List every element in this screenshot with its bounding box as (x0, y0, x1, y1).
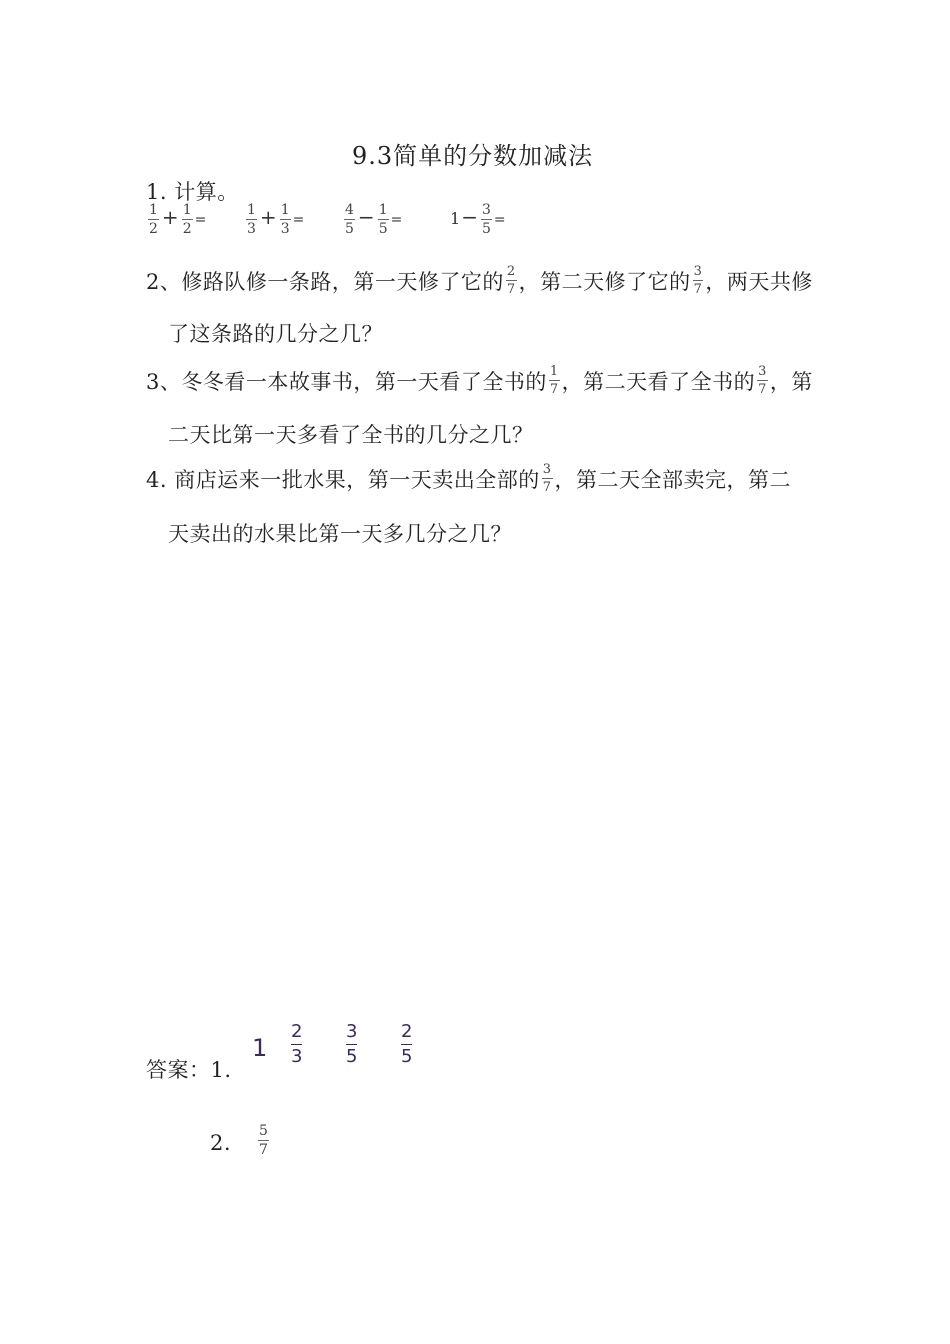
question-4-line-2: 天卖出的水果比第一天多几分之几？ (168, 522, 512, 546)
answer-2-label: 2. (210, 1131, 232, 1155)
fraction: $\frac{3}{5}$ (481, 202, 491, 237)
calc-expression-1 (146, 203, 206, 236)
fraction: $\frac{1}{5}$ (378, 202, 388, 237)
equals-sign: = (390, 212, 403, 228)
question-text: ，两天共修 (705, 270, 813, 294)
fraction: $\frac{2}{7}$ (506, 264, 516, 297)
question-2-line-1 (146, 266, 813, 299)
answer-2 (256, 1124, 271, 1157)
calc-expression-3 (342, 203, 402, 236)
fraction: $\frac{1}{2}$ (182, 202, 192, 237)
fraction: $\frac{4}{5}$ (345, 202, 354, 237)
question-text: ，第二天修了它的 (518, 270, 691, 294)
question-text: 3、冬冬看一本故事书，第一天看了全书的 (146, 370, 547, 394)
fraction: $\frac{1}{7}$ (549, 364, 559, 397)
calc-expression-2 (244, 203, 304, 236)
minus-sign: − (461, 205, 478, 229)
equals-sign: = (292, 212, 305, 228)
equals-sign: = (194, 212, 207, 228)
question-text: ，第 (769, 370, 813, 394)
question-3-line-1 (146, 366, 813, 399)
question-1-label: 1. 计算。 (146, 180, 239, 204)
fraction: $\frac{3}{7}$ (542, 462, 552, 495)
fraction: $\frac{1}{2}$ (149, 202, 158, 237)
fraction: $\frac{1}{3}$ (280, 202, 290, 237)
question-text: ，第二天看了全书的 (561, 370, 756, 394)
page-title: 9.3简单的分数加减法 (352, 142, 594, 170)
question-text: 2、修路队修一条路，第一天修了它的 (146, 270, 504, 294)
answer-1-fraction: 2 5 (401, 1021, 413, 1067)
question-text: ，第二天全部卖完，第二 (554, 468, 791, 492)
plus-sign: + (259, 205, 277, 229)
whole-number: 1 (450, 209, 461, 228)
minus-sign: − (357, 205, 375, 229)
equals-sign: = (493, 212, 506, 228)
fraction: $\frac{3}{7}$ (758, 364, 767, 397)
answer-label: 答案：1. (146, 1058, 232, 1082)
answer-1-whole: 1 (252, 1034, 268, 1062)
calc-expression-4 (450, 203, 506, 236)
plus-sign: + (161, 205, 179, 229)
question-text: 4. 商店运来一批水果，第一天卖出全部的 (146, 468, 540, 492)
fraction: $\frac{1}{3}$ (247, 202, 256, 237)
question-4-line-1 (146, 464, 791, 497)
answer-1-fraction: 3 5 (346, 1021, 358, 1067)
question-3-line-2: 二天比第一天多看了全书的几分之几？ (168, 423, 534, 447)
answer-1-fraction: 2 3 (291, 1021, 303, 1067)
question-2-line-2: 了这条路的几分之几？ (168, 322, 383, 346)
fraction: $\frac{5}{7}$ (259, 1123, 268, 1158)
fraction: $\frac{3}{7}$ (693, 264, 703, 297)
